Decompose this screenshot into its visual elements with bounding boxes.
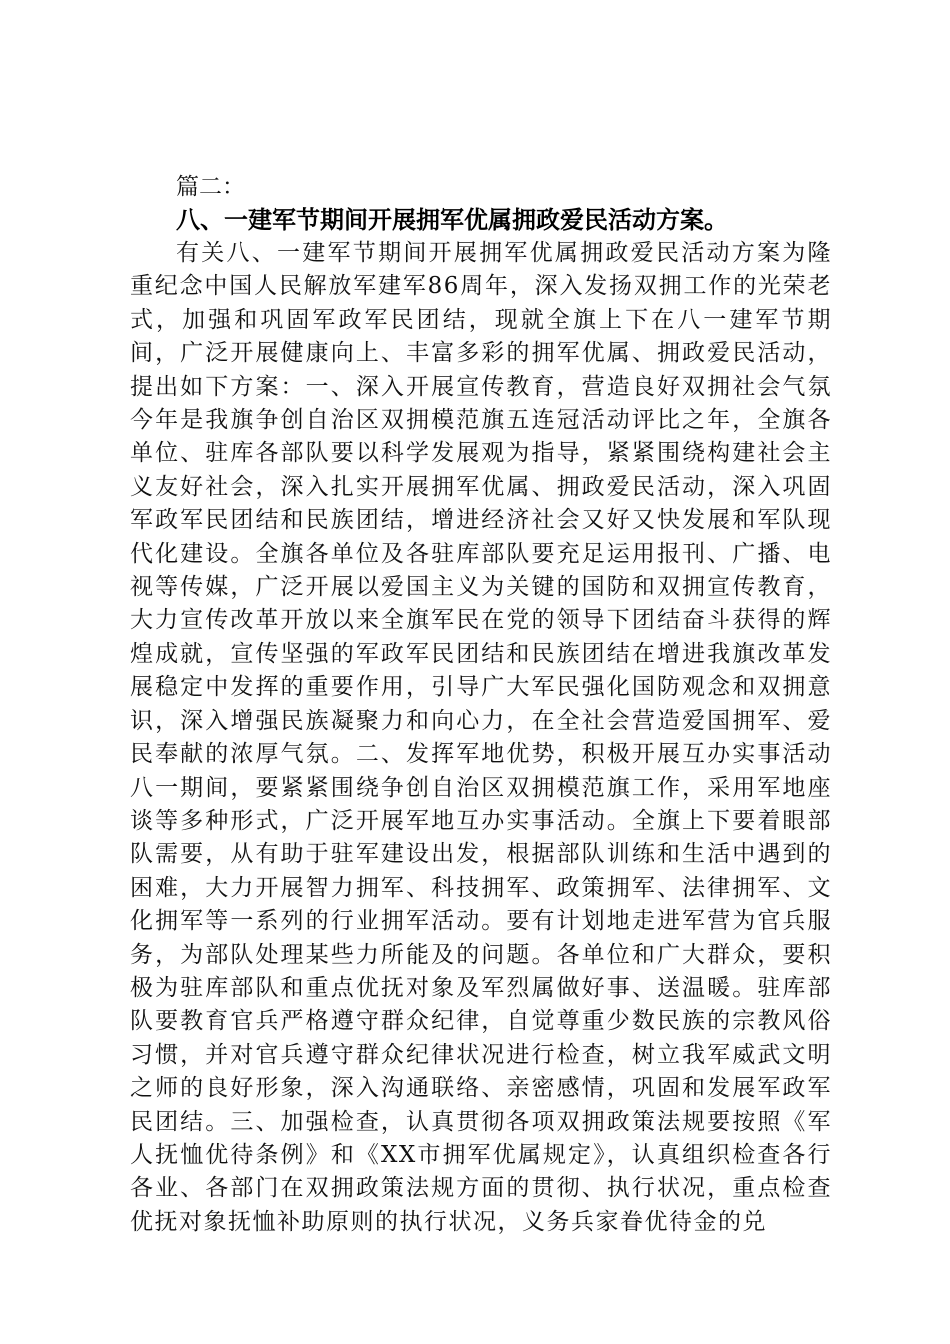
body-paragraph: 有关八、一建军节期间开展拥军优属拥政爱民活动方案为隆重纪念中国人民解放军建军86周年，深入发扬双拥工作的光荣老式，加强和巩固军政军民团结，现就全旗上下在八一建军节期间，广泛开展健康向上、丰富多彩的拥军优属、拥政爱民活动，提出如下方案：一、深入开展宣传教育，营造良好双拥社会气氛今年是我旗争创自治区双拥模范旗五连冠活动评比之年，全旗各单位、驻库各部队要以科学发展观为指导，紧紧围绕构建社会主义友好社会，深入扎实开展拥军优属、拥政爱民活动，深入巩固军政军民团结和民族团结，增进经济社会又好又快发展和军队现代化建设。全旗各单位及各驻库部队要充足运用报刊、广播、电视等传媒，广泛开展以爱国主义为关键的国防和双拥宣传教育，大力宣传改革开放以来全旗军民在党的领导下团结奋斗获得的辉煌成就，宣传坚强的军政军民团结和民族团结在增进我旗改革发展稳定中发挥的重要作用，引导广大军民强化国防观念和双拥意识，深入增强民族凝聚力和向心力，在全社会营造爱国拥军、爱民奉献的浓厚气氛。二、发挥军地优势，积极开展互办实事活动八一期间，要紧紧围绕争创自治区双拥模范旗工作，采用军地座谈等多种形式，广泛开展军地互办实事活动。全旗上下要着眼部队需要，从有助于驻军建设出发，根据部队训练和生活中遇到的困难，大力开展智力拥军、科技拥军、政策拥军、法律拥军、文化拥军等一系列的行业拥军活动。要有计划地走进军营为官兵服务，为部队处理某些力所能及的问题。各单位和广大群众，要积极为驻库部队和重点优抚对象及军烈属做好事、送温暖。驻库部队要教育官兵严格遵守群众纪律，自觉尊重少数民族的宗教风俗习惯，并对官兵遵守群众纪律状况进行检查，树立我军威武文明之师的良好形象，深入沟通联络、亲密感情，巩固和发展军政军民团结。三、加强检查，认真贯彻各项双拥政策法规要按照《军人抚恤优待条例》和《XX市拥军优属规定》，认真组织检查各行各业、各部门在双拥政策法规方面的贯彻、执行状况，重点检查优抚对象抚恤补助原则的执行状况，义务兵家眷优待金的兑: [130, 240, 832, 1235]
document-content: [130, 171, 832, 1239]
document-title: 八、一建军节期间开展拥军优属拥政爱民活动方案。: [176, 206, 728, 234]
section-label: 篇二：: [176, 174, 245, 200]
